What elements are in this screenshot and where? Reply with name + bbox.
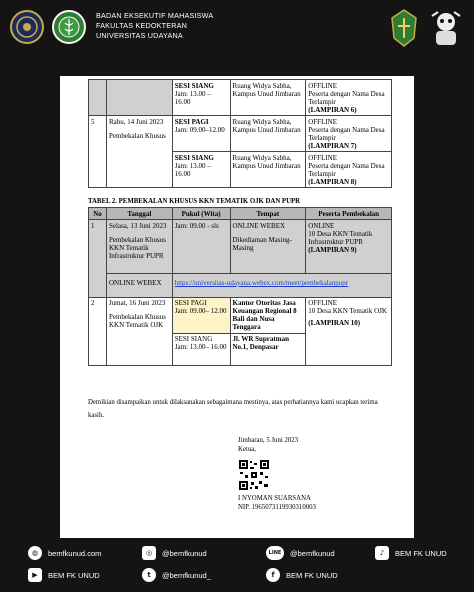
place-cell: Ruang Widya Sabha, Kampus Unud Jimbaran: [230, 152, 306, 188]
session-time: Jam: 09.00–12.00: [174, 125, 225, 134]
place-date: Jimbaran, 5 Juni 2023: [238, 437, 299, 444]
row-number: 2: [89, 297, 107, 365]
meeting-link-cell: [172, 274, 391, 298]
facebook-link[interactable]: [266, 568, 338, 582]
tiktok-text: BEM FK UNUD: [395, 548, 447, 558]
session-cell: [172, 333, 230, 365]
line-icon: LINE: [266, 546, 284, 560]
place-cell: Ruang Widya Sabha, Kampus Unud Jimbaran: [230, 116, 306, 152]
twitter-text: @bemfkunud_: [162, 570, 211, 580]
session-label: SESI PAGI: [174, 117, 209, 126]
facebook-text: BEM FK UNUD: [286, 570, 338, 580]
participants-cell: [306, 220, 392, 274]
contact-footer: [0, 540, 474, 592]
twitter-link[interactable]: [142, 568, 211, 582]
participants-mode: OFFLINE: [308, 153, 338, 162]
closing-paragraph: Demikian disampaikan untuk dilaksanakan sebagaimana mestinya, atas perhatiannya kami ucapkan terima kasih.: [88, 399, 378, 419]
participants-detail: Peserta dengan Nama Desa Terlampir: [308, 89, 385, 106]
date-text: Rabu, 14 Juni 2023: [108, 117, 164, 126]
participants-detail: 10 Desa KKN Tematik OJK: [308, 307, 387, 315]
place-detail: Dikediaman Masing-Masing: [232, 235, 292, 252]
col-header-no: No: [89, 208, 107, 220]
youtube-link[interactable]: [28, 568, 100, 582]
faculty-name: FAKULTAS KEDOKTERAN: [96, 21, 187, 30]
lampiran-label: (LAMPIRAN 8): [308, 177, 357, 186]
participants-detail: Peserta dengan Nama Desa Terlampir: [308, 161, 385, 178]
instagram-icon: ◎: [142, 546, 156, 560]
activity-text: Pembekalan Khusus KKN Tematik Infrastruktur PUPR: [108, 235, 166, 260]
table-row: [89, 274, 392, 298]
place-cell: Kantor Otoritas Jasa Keuangan Regional 8 Bali dan Nusa Tenggara: [230, 297, 306, 333]
activity-text: Pembekalan Khusus KKN Tematik OJK: [108, 313, 166, 329]
date-text: Selasa, 13 Juni 2023: [108, 221, 167, 230]
table-header-row: [89, 208, 392, 220]
signer-name: I NYOMAN SUARSANA: [238, 495, 311, 502]
participants-detail: Peserta dengan Nama Desa Terlampir: [308, 125, 385, 142]
session-cell: [172, 297, 230, 333]
address-cell: Jl. WR Supratman No.1, Denpasar: [230, 333, 306, 365]
participants-mode: OFFLINE: [308, 299, 338, 307]
lampiran-label: (LAMPIRAN 7): [308, 141, 357, 150]
row-date: [106, 220, 172, 274]
col-header-place: Tempat: [230, 208, 306, 220]
bem-emblem-logo: [388, 8, 420, 48]
website-link[interactable]: [28, 546, 101, 560]
session-label: SESI SIANG: [174, 335, 213, 343]
website-text: bemfkunud.com: [48, 548, 102, 558]
row-date: [106, 297, 172, 365]
place-text: ONLINE WEBEX: [232, 221, 286, 230]
mascot-logo: [428, 8, 464, 48]
participants-cell: [306, 152, 392, 188]
document-page: [60, 76, 414, 538]
row-date: [106, 116, 172, 188]
instagram-text: @bemfkunud: [162, 548, 207, 558]
participants-cell: [306, 297, 392, 365]
schedule-table-1: [88, 79, 392, 188]
facebook-icon: f: [266, 568, 280, 582]
signature-block: [238, 436, 298, 454]
qr-code-signature: [238, 459, 270, 491]
signer-details: [238, 494, 316, 512]
org-name: BADAN EKSEKUTIF MAHASISWA: [96, 11, 214, 20]
tiktok-link[interactable]: [375, 546, 447, 560]
session-time: Jam: 13.00– 16.00: [174, 343, 227, 351]
participants-detail: 10 Desa KKN Tematik Infrastruktur PUPR: [308, 229, 373, 246]
tiktok-icon: ♪: [375, 546, 389, 560]
table-2-title: TABEL 2. PEMBEKALAN KHUSUS KKN TEMATIK OJK DAN PUPR: [88, 198, 301, 205]
signer-role: Ketua,: [238, 446, 256, 453]
table-row: [89, 220, 392, 274]
col-header-time: Pukul (Wita): [172, 208, 230, 220]
faculty-logo: [52, 10, 86, 44]
lampiran-label: (LAMPIRAN 6): [308, 105, 357, 114]
lampiran-label: (LAMPIRAN 10): [308, 319, 361, 327]
session-label: SESI SIANG: [174, 81, 214, 90]
line-text: @bemfkunud: [290, 548, 335, 558]
row-date: [106, 80, 172, 116]
participants-mode: ONLINE: [308, 221, 335, 230]
letterhead-text: [96, 11, 213, 41]
instagram-link[interactable]: [142, 546, 207, 560]
participants-mode: OFFLINE: [308, 81, 338, 90]
participants-cell: [306, 116, 392, 152]
session-cell: [172, 80, 230, 116]
table-row: [89, 80, 392, 116]
youtube-icon: ▶: [28, 568, 42, 582]
globe-icon: ◍: [28, 546, 42, 560]
row-number: [89, 80, 107, 116]
col-header-participants: Peserta Pembekalan: [306, 208, 392, 220]
link-label-cell: ONLINE WEBEX: [106, 274, 172, 298]
session-label: SESI SIANG: [174, 153, 214, 162]
youtube-text: BEM FK UNUD: [48, 570, 100, 580]
activity-text: Pembekalan Khusus: [108, 131, 166, 140]
university-logo: [10, 10, 44, 44]
schedule-table-2: [88, 207, 392, 366]
time-cell: Jam: 09.00 - sls: [172, 220, 230, 274]
row-number: 1: [89, 220, 107, 298]
participants-cell: [306, 80, 392, 116]
session-time: Jam: 13.00 – 16.00: [174, 161, 211, 178]
session-cell: [172, 116, 230, 152]
participants-mode: OFFLINE: [308, 117, 338, 126]
col-header-date: Tanggal: [106, 208, 172, 220]
signer-nip: NIP. 1965073119930310003: [238, 504, 316, 511]
date-text: Jumat, 16 Juni 2023: [108, 299, 166, 307]
session-cell: [172, 152, 230, 188]
twitter-icon: t: [142, 568, 156, 582]
university-name: UNIVERSITAS UDAYANA: [96, 31, 183, 40]
row-number: 5: [89, 116, 107, 188]
session-label: SESI PAGI: [174, 299, 207, 307]
place-cell: [230, 220, 306, 274]
session-time: Jam: 09.00– 12.00: [174, 307, 227, 315]
table-row: [89, 297, 392, 333]
line-link[interactable]: [266, 546, 335, 560]
webex-link[interactable]: https://universitas-udayana.webex.com/meet/pembekalanpupr: [174, 279, 349, 287]
letterhead: [0, 0, 474, 62]
table-row: [89, 116, 392, 152]
session-time: Jam: 13.00 – 16.00: [174, 89, 211, 106]
place-cell: Ruang Widya Sabha, Kampus Unud Jimbaran: [230, 80, 306, 116]
lampiran-label: (LAMPIRAN 9): [308, 245, 357, 254]
